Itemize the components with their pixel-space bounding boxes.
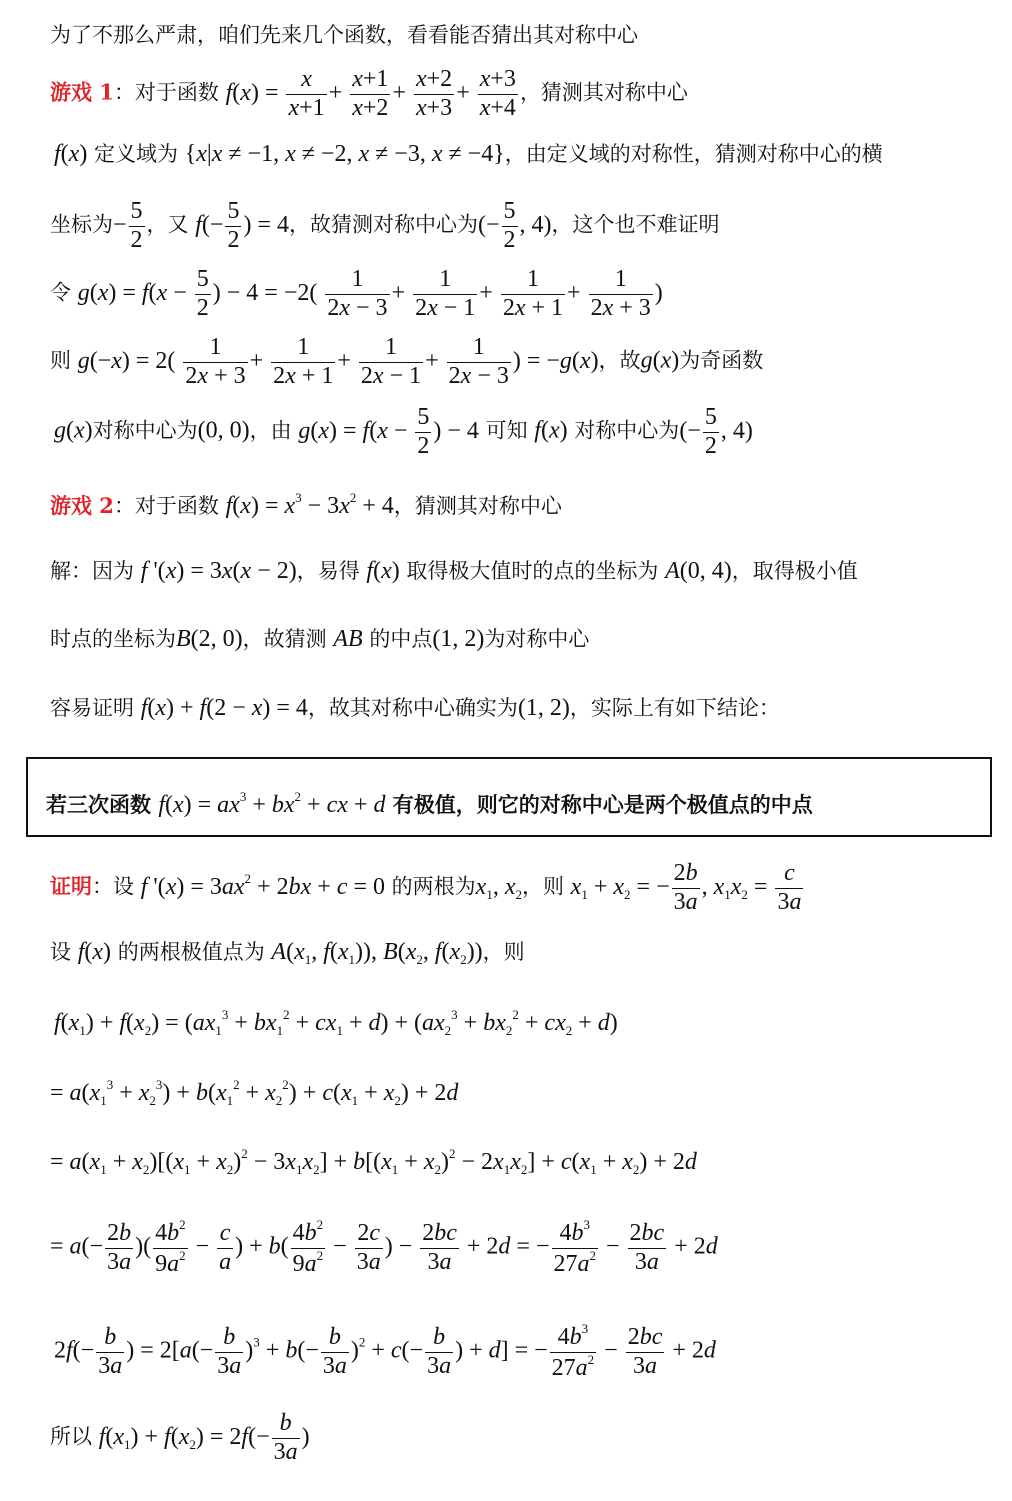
solution-line-1: 解：因为 f '(x) = 3x(x − 2)，易得 f(x) 取得极大值时的点的坐标为 A(0, 4)，取得极小值 <box>50 558 858 584</box>
game1-label: 游戏 1 <box>50 79 114 105</box>
intro-text: 为了不那么严肃，咱们先来几个函数，看看能否猜出其对称中心 <box>50 23 638 47</box>
theorem-text: 若三次函数 $f(x) = ax^3 + bx^2$ + cx + d 有极值，则它的对称中心是两个极值点的中点 <box>46 789 813 818</box>
g-odd-line: 则 g(−x) = 2( $\frac{1}{2x + 3}$ + $\frac{1}{2x + 1}$ + $\frac{1}{2x - 1}$ + $\frac{1}{2x - 3}$ ) = −g(x)，故g(x)为奇函数 <box>50 334 764 389</box>
coord-line: 坐标为− $\frac{5}{2}$ ，又 f(− $\frac{5}{2}$ ) = 4，故猜测对称中心为(− $\frac{5}{2}$ , 4)，这个也不难证明 <box>50 198 720 253</box>
proof-eq-3: = $a(x_1 + x_2)[(x_1 + x_2)^2 - 3x_1x_2] + b[(x_1 + x_2)^2 - 2x_1x_2] + c(x_1 + x_2) + 2d$ <box>50 1146 697 1177</box>
solution-line-2: 时点的坐标为B(2, 0)，故猜测 AB 的中点(1, 2)为对称中心 <box>50 626 590 652</box>
game1-function: f(x) = $\frac{x}{x+1}$ + $\frac{x+1}{x+2}$ + $\frac{x+2}{x+3}$ + $\frac{x+3}{x+4}$ <box>225 66 516 121</box>
proof-line-2: 设 f(x) 的两根极值点为 $A(x_1$, $f(x_1)$), $B(x_2$, $f(x_2)$)，则 <box>50 939 525 967</box>
game2-line: 游戏 2：对于函数 $f(x) = x^3 - 3x^2 + 4$，猜测其对称中心 <box>50 490 562 519</box>
game1-line: 游戏 1：对于函数 f(x) = $\frac{x}{x+1}$ + $\frac{x+1}{x+2}$ + $\frac{x+2}{x+3}$ + $\frac{x+3}{x+4}$ ，猜测其对称中心 <box>50 66 688 121</box>
easy-proof-line: 容易证明 f(x) + f(2 − x) = 4，故其对称中心确实为(1, 2)，实际上有如下结论： <box>50 695 780 721</box>
proof-eq-4: = a(− $\frac{2b}{3a}$ )( $\frac{4b^2}{9a^2}$ − $\frac{c}{a}$ ) + b( $\frac{4b^2}{9a^2}$ − $\frac{2c}{3a}$ ) − $\frac{2bc}{3a}$ + 2d = − $\frac{4b^3}{27a^2}$ − $\frac{2bc}{3a}$ + 2d <box>50 1217 718 1277</box>
center-line: g(x)对称中心为(0, 0)，由 g(x) = f(x − $\frac{5}{2}$ ) − 4 可知 f(x) 对称中心为(− $\frac{5}{2}$ , 4) <box>54 404 753 459</box>
proof-eq-5: 2f(− $\frac{b}{3a}$ ) = 2[a(− $\frac{b}{3a}$ )$^3$ + b(− $\frac{b}{3a}$ )$^2$ + c(− $\frac{b}{3a}$ ) + d] = − $\frac{4b^3}{27a^2}$ − $\frac{2bc}{3a}$ + 2d <box>54 1321 716 1381</box>
proof-eq-2: = $a(x_1^3 + x_2^3) + b(x_1^2 + x_2^2) + c(x_1 + x_2) + 2d$ <box>50 1077 459 1108</box>
proof-line-1: 证明：设 f '$(x) = 3ax^2 + 2bx + c = 0$ 的两根为$x_1$, $x_2$，则 $x_1 + x_2$ = − $\frac{2b}{3a}$ , $x_1x_2$ = $\frac{c}{3a}$ <box>50 860 802 915</box>
proof-eq-1: $f(x_1) + f(x_2) = (ax_1^3 + bx_1^2 + cx_1 + d) + (ax_2^3 + bx_2^2 + cx_2 + d)$ <box>54 1007 618 1038</box>
proof-conclusion: 所以 $f(x_1) + f(x_2) = 2f(-$ $\frac{b}{3a}$ ) <box>50 1410 310 1465</box>
domain-line: f(x) 定义域为 {x|x ≠ −1, x ≠ −2, x ≠ −3, x ≠ −4}，由定义域的对称性，猜测对称中心的横 <box>54 141 883 167</box>
g-def-line: 令 g(x) = f(x − $\frac{5}{2}$ ) − 4 = −2( $\frac{1}{2x - 3}$ + $\frac{1}{2x - 1}$ + $\frac{1}{2x + 1}$ + $\frac{1}{2x + 3}$ ) <box>50 266 663 321</box>
proof-label: 证明 <box>50 873 92 899</box>
game2-label: 游戏 2 <box>50 493 114 518</box>
theorem-box <box>26 757 992 837</box>
